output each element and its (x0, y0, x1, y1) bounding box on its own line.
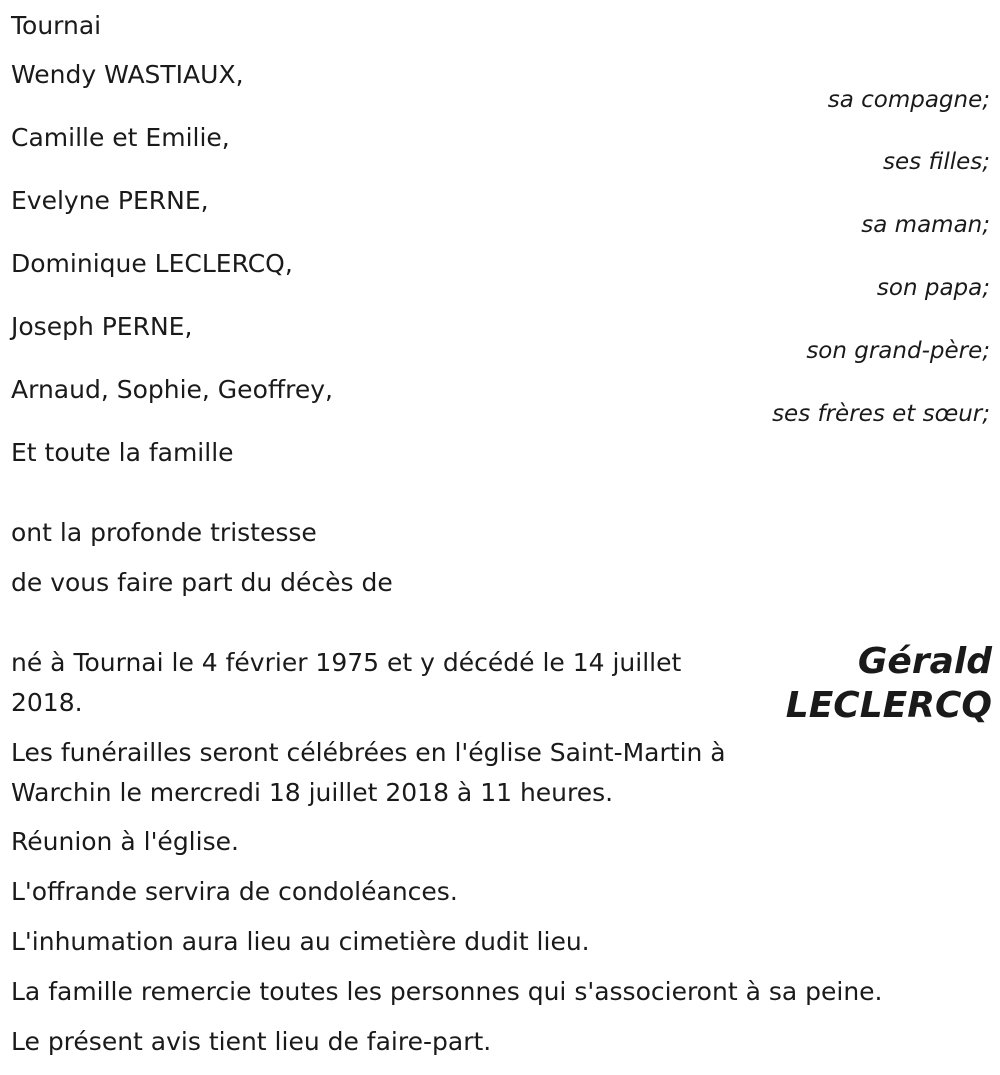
town-label: Tournai (11, 11, 102, 40)
deceased-last-name: LECLERCQ (785, 685, 992, 726)
announcement-line-2: de vous faire part du décès de (11, 568, 393, 597)
family-member-relation: ses filles; (883, 149, 990, 175)
family-member-relation: sa maman; (861, 212, 990, 238)
family-member-relation: son papa; (876, 275, 990, 301)
closing-family-line: Et toute la famille (11, 438, 234, 467)
birth-death-text: né à Tournai le 4 février 1975 et y décédé le 14 juillet 2018. (11, 648, 682, 717)
notice-disclaimer: Le présent avis tient lieu de faire-part. (11, 1027, 492, 1056)
announcement-line-1: ont la profonde tristesse (11, 518, 317, 547)
thanks-note: La famille remercie toutes les personnes qui s'associeront à sa peine. (11, 977, 883, 1006)
family-member-name: Camille et Emilie, (11, 123, 230, 152)
family-member-name: Joseph PERNE, (11, 312, 193, 341)
family-member-relation: son grand-père; (806, 338, 990, 364)
family-member-name: Evelyne PERNE, (11, 186, 209, 215)
deceased-first-name: Gérald (857, 641, 992, 682)
family-member-name: Wendy WASTIAUX, (11, 60, 244, 89)
burial-note: L'inhumation aura lieu au cimetière dudit lieu. (11, 927, 590, 956)
deceased-name (786, 640, 992, 728)
offering-note: L'offrande servira de condoléances. (11, 877, 458, 906)
family-member-name: Arnaud, Sophie, Geoffrey, (11, 375, 333, 404)
family-member-relation: ses frères et sœur; (772, 401, 990, 427)
gathering-note: Réunion à l'église. (11, 827, 239, 856)
family-member-name: Dominique LECLERCQ, (11, 249, 293, 278)
family-member-relation: sa compagne; (827, 87, 990, 113)
funeral-details: Les funérailles seront célébrées en l'église Saint-Martin à Warchin le mercredi 18 juillet 2018 à 11 heures. (11, 738, 726, 807)
